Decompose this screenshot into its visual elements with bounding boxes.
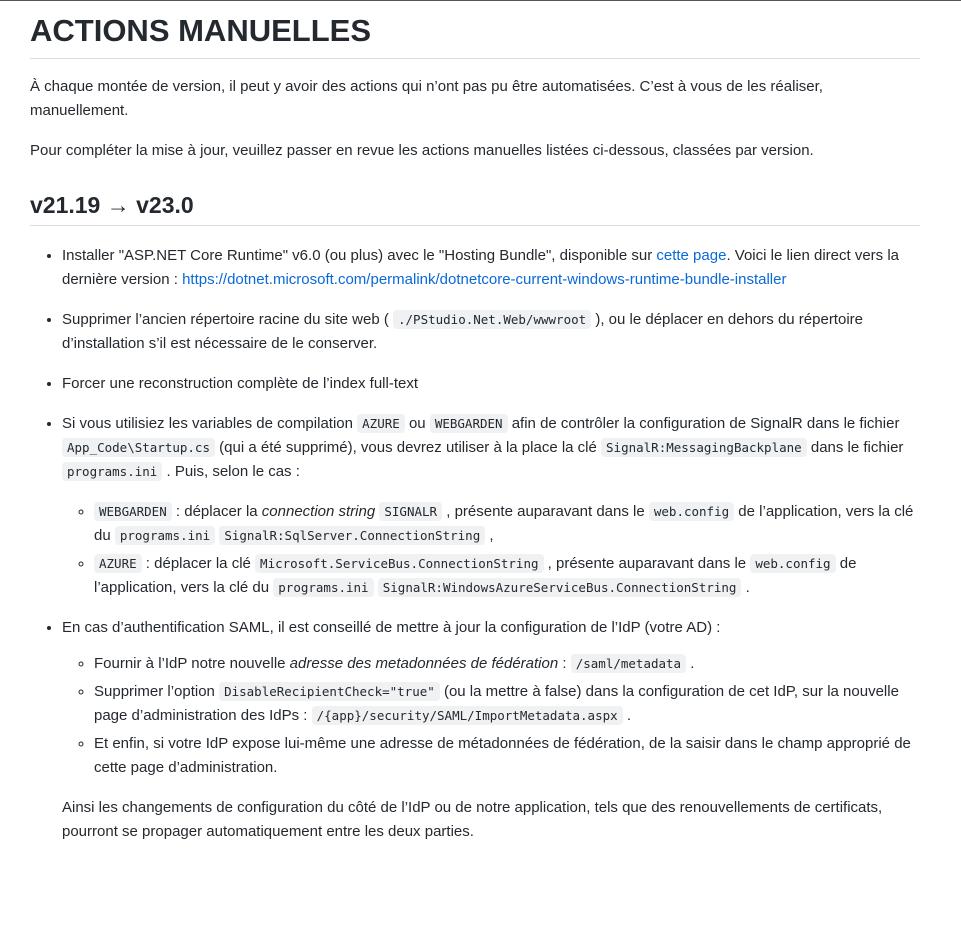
inline-code: /saml/metadata — [571, 654, 686, 673]
inline-code: WEBGARDEN — [94, 502, 172, 521]
article — [30, 0, 920, 844]
inline-code: SignalR:WindowsAzureServiceBus.ConnectionString — [378, 578, 742, 597]
version-heading: v21.19 → v23.0 — [30, 190, 920, 226]
list-item: • Forcer une reconstruction complète de l’index full-text — [62, 372, 920, 396]
sub-list-item: ◦ AZURE : déplacer la clé Microsoft.ServiceBus.ConnectionString , présente auparavant dans le web.config de l’application, vers la clé du programs.ini SignalR:WindowsAzureServiceBus.ConnectionString . — [94, 552, 920, 600]
inline-code: DisableRecipientCheck="true" — [219, 682, 440, 701]
sub-list-item: ◦ Et enfin, si votre IdP expose lui-même une adresse de métadonnées de fédération, de la saisir dans le champ approprié de cette page d’administration. — [94, 732, 920, 780]
sub-list — [62, 500, 920, 600]
list-item: • Installer "ASP.NET Core Runtime" v6.0 (ou plus) avec le "Hosting Bundle", disponible sur cette page. Voici le lien direct vers la dernière version : https://dotnet.microsoft.com/permalink/dotnetcore-current-windows-runtime-bundle-installer — [62, 244, 920, 292]
intro-paragraph-2: Pour compléter la mise à jour, veuillez passer en revue les actions manuelles listées ci-dessous, classées par version. — [30, 142, 814, 159]
actions-list — [30, 244, 920, 780]
closing-paragraph: Ainsi les changements de configuration du côté de l’IdP ou de notre application, tels que des renouvellements de certificats, pourront se propager automatiquement entre les deux parties. — [62, 799, 883, 840]
list-item: • Si vous utilisiez les variables de compilation AZURE ou WEBGARDEN afin de contrôler la configuration de SignalR dans le fichier App_Code\Startup.cs (qui a été supprimé), vous devrez utiliser à la place la clé SignalR:MessagingBackplane dans le fichier programs.ini . Puis, selon le cas : ◦ WEBGARDEN : déplacer la connection string SIGNALR , présente auparavant dans le web.config de l’application, vers la clé du programs.ini SignalR:SqlServer.ConnectionString , ◦ AZURE : déplacer la clé Microsoft.ServiceBus.ConnectionString , présente auparavant dans le web.config de l’application, vers la clé du programs.ini SignalR:WindowsAzureServiceBus.ConnectionString . — [62, 412, 920, 600]
list-item: • Supprimer l’ancien répertoire racine du site web ( ./PStudio.Net.Web/wwwroot ), ou le déplacer en dehors du répertoire d’installation s’il est nécessaire de le conserver. — [62, 308, 920, 356]
inline-code: WEBGARDEN — [430, 414, 508, 433]
sub-list-item: ◦ WEBGARDEN : déplacer la connection string SIGNALR , présente auparavant dans le web.config de l’application, vers la clé du programs.ini SignalR:SqlServer.ConnectionString , — [94, 500, 920, 548]
cette-page-link[interactable]: cette page — [656, 247, 727, 264]
sub-list — [62, 652, 920, 780]
inline-code: SIGNALR — [379, 502, 442, 521]
download-link[interactable]: https://dotnet.microsoft.com/permalink/dotnetcore-current-windows-runtime-bundle-installer — [182, 271, 787, 288]
intro-paragraph-1: À chaque montée de version, il peut y avoir des actions qui n’ont pas pu être automatisées. C’est à vous de les réaliser, manuellement. — [30, 78, 823, 119]
inline-code: SignalR:MessagingBackplane — [601, 438, 807, 457]
inline-code: App_Code\Startup.cs — [62, 438, 215, 457]
inline-code: AZURE — [357, 414, 405, 433]
sub-list-item: ◦ Fournir à l’IdP notre nouvelle adresse des metadonnées de fédération : /saml/metadata . — [94, 652, 920, 676]
list-item: • En cas d’authentification SAML, il est conseillé de mettre à jour la configuration de l’IdP (votre AD) : ◦ Fournir à l’IdP notre nouvelle adresse des metadonnées de fédération : /saml/metadata . ◦ Supprimer l’option DisableRecipientCheck="true" (ou la mettre à false) dans la configuration de cet IdP, sur la nouvelle page d’administration des IdPs : /{app}/security/SAML/ImportMetadata.aspx . ◦ Et enfin, si votre IdP expose lui-même une adresse de métadonnées de fédération, de la saisir dans le champ approprié de cette page d’administration. — [62, 616, 920, 780]
inline-code: programs.ini — [62, 462, 162, 481]
inline-code: programs.ini — [115, 526, 215, 545]
inline-code: programs.ini — [273, 578, 373, 597]
inline-code: ./PStudio.Net.Web/wwwroot — [393, 310, 591, 329]
inline-code: Microsoft.ServiceBus.ConnectionString — [255, 554, 543, 573]
sub-list-item: ◦ Supprimer l’option DisableRecipientCheck="true" (ou la mettre à false) dans la configuration de cet IdP, sur la nouvelle page d’administration des IdPs : /{app}/security/SAML/ImportMetadata.aspx . — [94, 680, 920, 728]
inline-code: web.config — [649, 502, 734, 521]
inline-code: web.config — [750, 554, 835, 573]
page-title: ACTIONS MANUELLES — [30, 0, 920, 59]
inline-code: AZURE — [94, 554, 142, 573]
inline-code: /{app}/security/SAML/ImportMetadata.aspx — [312, 706, 623, 725]
inline-code: SignalR:SqlServer.ConnectionString — [219, 526, 485, 545]
